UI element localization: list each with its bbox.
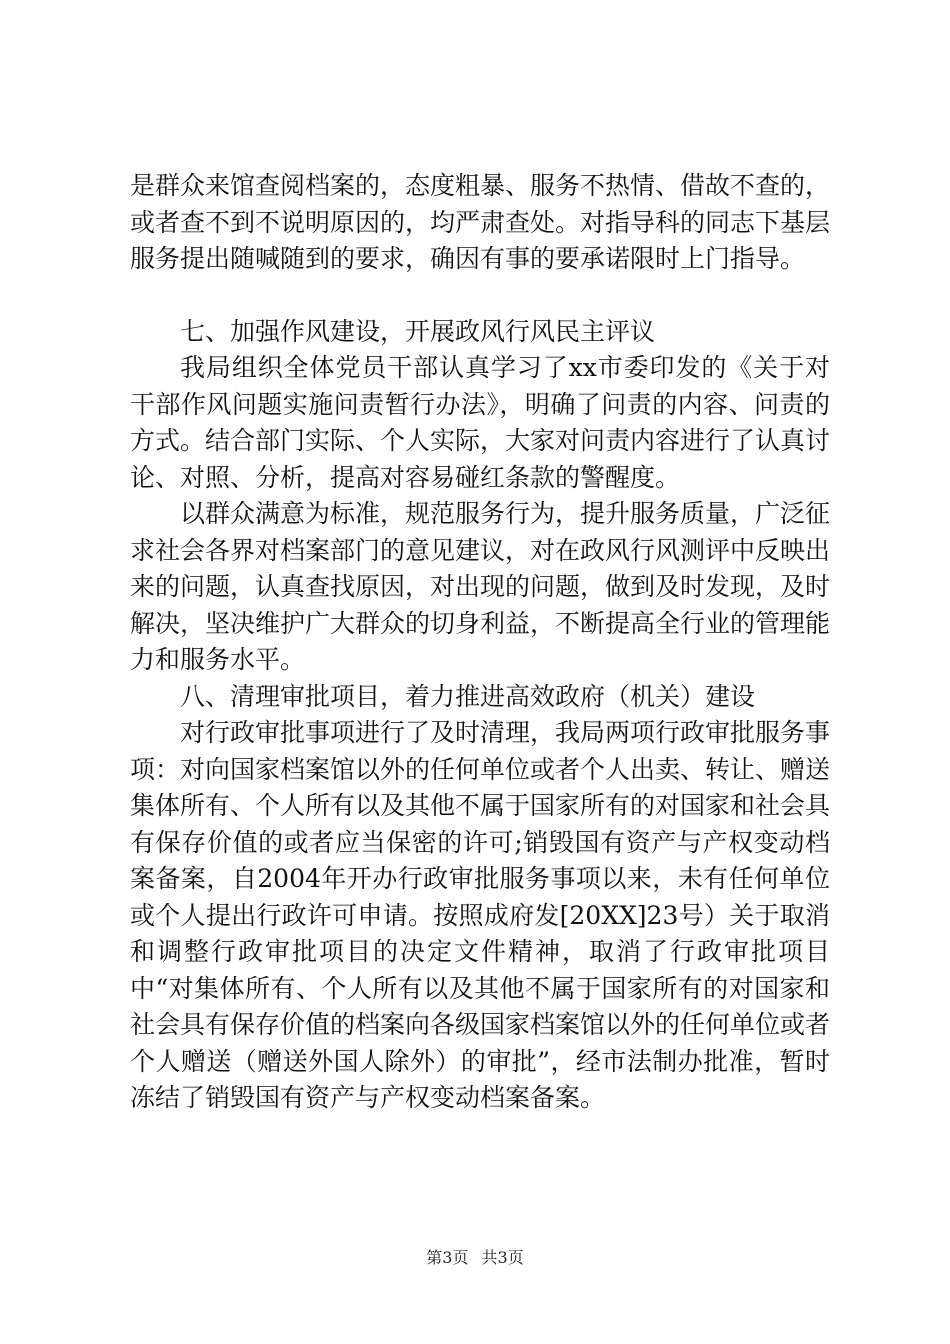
section-7-heading: 七、加强作风建设，开展政风行风民主评议 [180, 316, 656, 346]
section-7-paragraph-2: 以群众满意为标准，规范服务行为，提升服务质量，广泛征求社会各界对档案部门的意见建议，对在政风行风测评中反映出来的问题，认真查找原因，对出现的问题，做到及时发现，及时解决，坚决维护广大群众的切身利益，不断提高全行业的管理能力和服务水平。 [130, 499, 831, 674]
section-7-paragraph-1: 我局组织全体党员干部认真学习了xx市委印发的《关于对干部作风问题实施问责暂行办法》，明确了问责的内容、问责的方式。结合部门实际、个人实际，大家对问责内容进行了认真讨论、对照、分析，提高对容易碰红条款的警醒度。 [130, 353, 831, 492]
page-total: 共3页 [481, 1248, 524, 1267]
page-number: 第3页 [426, 1248, 469, 1267]
paragraph-continuation: 是群众来馆查阅档案的，态度粗暴、服务不热情、借故不查的，或者查不到不说明原因的，均严肃查处。对指导科的同志下基层服务提出随喊随到的要求，确因有事的要承诺限时上门指导。 [130, 171, 831, 273]
document-body [130, 168, 830, 1117]
section-8-paragraph-1: 对行政审批事项进行了及时清理，我局两项行政审批服务事项：对向国家档案馆以外的任何单位或者个人出卖、转让、赠送集体所有、个人所有以及其他不属于国家所有的对国家和社会具有保存价值的或者应当保密的许可;销毁国有资产与产权变动档案备案，自2004年开办行政审批服务事项以来，未有任何单位或个人提出行政许可申请。按照成府发[20XX]23号）关于取消和调整行政审批项目的决定文件精神，取消了行政审批项目中“对集体所有、个人所有以及其他不属于国家所有的对国家和社会具有保存价值的档案向各级国家档案馆以外的任何单位或者个人赠送（赠送外国人除外）的审批”，经市法制办批准，暂时冻结了销毁国有资产与产权变动档案备案。 [130, 718, 831, 1112]
page-footer [0, 1245, 950, 1268]
paragraph-gap [130, 278, 830, 314]
section-8-heading: 八、清理审批项目，着力推进高效政府（机关）建设 [180, 681, 756, 711]
